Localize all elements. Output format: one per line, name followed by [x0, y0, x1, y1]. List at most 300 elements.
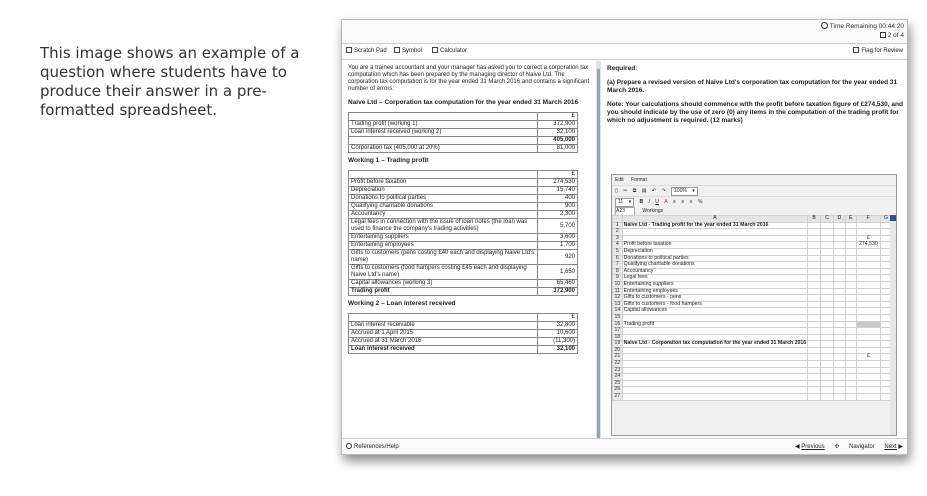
cell-f[interactable]: [856, 367, 880, 374]
cell-a[interactable]: [622, 361, 807, 368]
cell[interactable]: [845, 308, 856, 315]
table-row: [349, 322, 578, 330]
cell-f[interactable]: [856, 361, 880, 368]
cell[interactable]: [808, 394, 821, 401]
cell[interactable]: [834, 295, 845, 302]
align-left-icon[interactable]: ≡: [673, 199, 676, 205]
row-number: 23: [614, 366, 621, 373]
row-amount: £: [538, 171, 578, 179]
format-toolbar: [612, 196, 896, 207]
cell[interactable]: [834, 268, 845, 275]
cell-a[interactable]: Naive Ltd - Corporation tax computation for the year ended 31 March 2016: [623, 340, 807, 347]
cell[interactable]: [845, 380, 856, 387]
copy-icon[interactable]: ⧉: [632, 188, 637, 194]
page-counter: 2 of 4: [880, 32, 904, 39]
name-box[interactable]: A23: [615, 207, 635, 216]
font-color-icon[interactable]: A: [664, 199, 668, 205]
cell[interactable]: [834, 354, 845, 361]
row-amount: £: [538, 113, 578, 121]
row-amount: 372,900: [538, 121, 578, 129]
cell[interactable]: [834, 394, 845, 401]
cell[interactable]: [821, 387, 834, 394]
cell[interactable]: [845, 354, 856, 361]
cell[interactable]: [834, 275, 845, 282]
scrollbar-thumb[interactable]: [597, 69, 600, 439]
column-header[interactable]: D: [834, 216, 845, 223]
cell[interactable]: [821, 380, 834, 387]
cell[interactable]: [821, 229, 834, 236]
cell[interactable]: [821, 347, 834, 354]
spreadsheet-menu: [612, 175, 896, 185]
time-remaining: Time Remaining 00:44:20: [821, 22, 904, 30]
cell-f[interactable]: [856, 281, 880, 288]
spreadsheet-row: [613, 361, 892, 368]
column-header[interactable]: A: [622, 216, 807, 223]
row-number: 25: [614, 379, 621, 386]
scroll-up-icon[interactable]: [890, 215, 896, 221]
column-header[interactable]: F: [856, 216, 880, 223]
cell-a[interactable]: Capital allowances: [622, 308, 807, 315]
cell[interactable]: [834, 347, 845, 354]
clock-icon: [821, 22, 828, 29]
cell[interactable]: [808, 354, 821, 361]
cell[interactable]: [808, 367, 821, 374]
spreadsheet-row: [613, 354, 892, 361]
spreadsheet-row: [613, 308, 892, 315]
row-amount: 1,700: [538, 242, 578, 250]
cell-f[interactable]: [856, 374, 880, 381]
note-text: Note: Your calculations should commence with the profit before taxation figure of £274,530, and you should indicate by the use of zero (0) any items in the computation of the trading profit for which no adjustment is required. (12 marks): [607, 101, 903, 124]
intro-text: You are a trainee accountant and your manager has asked you to correct a corporation tax computation which has been prepared by the managing director of Naive Ltd. The corporation tax computation is for the year ended 31 March 2016 and contains a significant number of errors:: [348, 65, 590, 92]
cell[interactable]: [821, 341, 834, 348]
cell[interactable]: [821, 281, 834, 288]
row-number: 19: [614, 340, 621, 347]
cell[interactable]: [834, 308, 845, 315]
required-heading: Required:: [607, 65, 638, 72]
table-row: [349, 338, 578, 346]
row-label: Entertaining employees: [349, 242, 538, 250]
cell[interactable]: [808, 308, 821, 315]
cell[interactable]: [834, 229, 845, 236]
cell[interactable]: [808, 288, 821, 295]
undo-icon[interactable]: ↶: [651, 188, 657, 194]
scratch-pad-button[interactable]: Scratch Pad: [346, 47, 387, 54]
table-row: [349, 203, 578, 211]
cell-a[interactable]: Trading profit: [622, 321, 807, 328]
cell[interactable]: [845, 361, 856, 368]
cell[interactable]: [834, 334, 845, 341]
cell-a[interactable]: Qualifying charitable donations: [622, 262, 807, 269]
paste-icon[interactable]: ▤: [641, 188, 647, 194]
cell[interactable]: [834, 255, 845, 262]
row-amount: £: [538, 314, 578, 322]
cell[interactable]: [821, 314, 834, 321]
spreadsheet-row: [613, 321, 892, 328]
row-number: 3: [613, 235, 623, 242]
cell[interactable]: [808, 235, 821, 242]
row-amount: 2,300: [538, 211, 578, 219]
working-2-title: Working 2 – Loan interest received: [348, 300, 456, 307]
menu-edit[interactable]: Edit: [615, 177, 624, 183]
column-header[interactable]: B: [808, 216, 821, 223]
previous-button[interactable]: ◀ Previous: [795, 444, 825, 450]
cell[interactable]: [808, 268, 821, 275]
cell-a[interactable]: Depreciation: [622, 248, 807, 255]
cell[interactable]: [834, 301, 845, 308]
cell[interactable]: [845, 301, 856, 308]
table-row: [349, 121, 578, 129]
row-amount: 274,530: [538, 179, 578, 187]
cell[interactable]: [821, 301, 834, 308]
table-row: [349, 234, 578, 242]
row-number: 16: [614, 320, 621, 327]
column-header[interactable]: E: [845, 216, 856, 223]
row-label: Gifts to customers (food hampers costing £45 each and displaying Naive Ltd's name): [349, 265, 538, 280]
cell[interactable]: [845, 328, 856, 335]
column-header[interactable]: G: [880, 216, 891, 223]
cut-icon[interactable]: ✂: [623, 188, 628, 194]
cell[interactable]: [834, 235, 845, 242]
pages-icon: [880, 32, 886, 38]
cell[interactable]: [821, 255, 834, 262]
cell[interactable]: [845, 374, 856, 381]
cell[interactable]: [808, 275, 821, 282]
cell[interactable]: [821, 374, 834, 381]
cell[interactable]: [808, 248, 821, 255]
spreadsheet-grid[interactable]: [612, 215, 892, 401]
cell[interactable]: [821, 268, 834, 275]
row-amount: 3,600: [538, 234, 578, 242]
cell[interactable]: [845, 229, 856, 236]
cell[interactable]: [845, 341, 856, 348]
table-row: [349, 171, 578, 179]
cell[interactable]: [845, 222, 856, 229]
cell[interactable]: [834, 328, 845, 335]
cell[interactable]: [834, 380, 845, 387]
cell[interactable]: [845, 334, 856, 341]
cell[interactable]: [834, 367, 845, 374]
cell-a[interactable]: [622, 328, 807, 335]
row-label: Capital allowances (working 3): [349, 280, 538, 288]
cell[interactable]: [845, 255, 856, 262]
row-label: Loan interest received (working 2): [349, 129, 538, 137]
cell[interactable]: [834, 341, 845, 348]
row-number: 1: [613, 222, 623, 229]
new-icon[interactable]: ▯: [615, 188, 618, 194]
cell[interactable]: [821, 394, 834, 401]
row-amount: 900: [538, 203, 578, 211]
row-label: Accrued at 31 March 2016: [349, 338, 538, 346]
cell-f[interactable]: [856, 341, 880, 348]
toolbar: [342, 44, 907, 60]
cell-f[interactable]: [856, 301, 880, 308]
formula-bar: [612, 207, 896, 215]
navigator-button[interactable]: ✣ Navigator: [834, 444, 875, 450]
menu-format[interactable]: Format: [631, 177, 647, 183]
cell[interactable]: [821, 334, 834, 341]
align-center-icon[interactable]: ≡: [681, 199, 685, 205]
cell[interactable]: [834, 361, 845, 368]
table-row: [349, 265, 578, 280]
cell[interactable]: [808, 255, 821, 262]
cell[interactable]: [808, 222, 821, 229]
cell-f[interactable]: [856, 248, 880, 255]
cell[interactable]: [845, 281, 856, 288]
cell-a[interactable]: Entertaining employees: [622, 288, 807, 295]
cell[interactable]: [821, 328, 834, 335]
cell[interactable]: [845, 347, 856, 354]
align-right-icon[interactable]: ≡: [689, 199, 693, 205]
cell[interactable]: [845, 268, 856, 275]
cell-f[interactable]: [856, 288, 880, 295]
row-label: Legal fees in connection with the issue of loan notes (the loan was used to finance the company's trading activities): [349, 219, 538, 234]
spreadsheet: [611, 174, 897, 436]
question-panel[interactable]: [342, 61, 596, 439]
row-amount: 10,600: [538, 330, 578, 338]
flag-icon: [853, 47, 859, 53]
cell-f[interactable]: [856, 380, 880, 387]
row-number: 17: [614, 327, 621, 334]
row-amount: 32,100: [538, 129, 578, 137]
cell[interactable]: [834, 222, 845, 229]
underline-button[interactable]: U: [655, 199, 659, 205]
spreadsheet-row: [613, 387, 892, 394]
cell[interactable]: [834, 288, 845, 295]
spreadsheet-scrollbar[interactable]: [890, 215, 896, 436]
cell[interactable]: [808, 295, 821, 302]
cell-f[interactable]: [856, 308, 880, 315]
cell[interactable]: [821, 222, 834, 229]
caption-text: This image shows an example of a question where students have to produce their answer in a pre-formatted spreadsheet.: [40, 44, 300, 119]
cell[interactable]: [808, 242, 821, 249]
navigation: [787, 443, 903, 450]
cell[interactable]: [821, 367, 834, 374]
row-number: 4: [613, 242, 623, 249]
cell-a[interactable]: [622, 229, 807, 236]
table-row: [349, 250, 578, 265]
cell[interactable]: [808, 387, 821, 394]
row-amount: 400: [538, 195, 578, 203]
flag-for-review-button[interactable]: Flag for Review: [853, 47, 903, 54]
table-row: [349, 219, 578, 234]
cell[interactable]: [808, 334, 821, 341]
cell[interactable]: [834, 314, 845, 321]
cell[interactable]: [845, 387, 856, 394]
cell-f[interactable]: [856, 268, 880, 275]
row-label: Corporation tax (405,000 at 20%): [349, 145, 538, 153]
cell[interactable]: [808, 361, 821, 368]
bold-button[interactable]: B: [639, 199, 644, 205]
row-amount: (11,300): [538, 338, 578, 346]
cell[interactable]: [834, 387, 845, 394]
cell-f[interactable]: [856, 321, 880, 328]
cell-a[interactable]: Entertaining suppliers: [622, 281, 807, 288]
row-amount: 1,650: [538, 265, 578, 280]
table-row: [349, 280, 578, 288]
cell-a[interactable]: Gifts to customers - pens: [622, 295, 807, 302]
cell[interactable]: [845, 367, 856, 374]
cell[interactable]: [821, 275, 834, 282]
cell-f[interactable]: [856, 255, 880, 262]
cell-f[interactable]: [856, 275, 880, 282]
table-row: [349, 288, 578, 296]
cell[interactable]: [845, 295, 856, 302]
spreadsheet-row: [613, 242, 892, 249]
cell[interactable]: [845, 262, 856, 269]
cell[interactable]: [821, 321, 834, 328]
table-row: [349, 179, 578, 187]
cell-f[interactable]: [856, 394, 880, 401]
cell-a[interactable]: Profit before taxation: [622, 242, 807, 249]
cell[interactable]: [808, 229, 821, 236]
scratch-pad-icon: [346, 47, 352, 53]
cell[interactable]: [821, 354, 834, 361]
cell-a[interactable]: Gifts to customers - food hampers: [622, 301, 807, 308]
cell[interactable]: [808, 301, 821, 308]
cell[interactable]: [821, 248, 834, 255]
cell[interactable]: [834, 281, 845, 288]
cell[interactable]: [834, 374, 845, 381]
cell[interactable]: [808, 314, 821, 321]
row-number: 15: [614, 313, 621, 320]
cell-f[interactable]: [856, 262, 880, 269]
cell[interactable]: [821, 242, 834, 249]
row-amount: 81,000: [538, 145, 578, 153]
computation-table: [348, 112, 578, 153]
table-row: [349, 137, 578, 145]
table-row: [349, 346, 578, 354]
spreadsheet-cells[interactable]: [612, 215, 892, 401]
cell-a[interactable]: Donations to political parties: [622, 255, 807, 262]
cell[interactable]: [845, 288, 856, 295]
cell-a[interactable]: [622, 314, 807, 321]
symbol-icon: [394, 47, 400, 53]
cell-a[interactable]: [622, 354, 807, 361]
cell[interactable]: [821, 295, 834, 302]
help-icon: [346, 443, 352, 449]
redo-icon[interactable]: ↷: [661, 188, 666, 194]
cell[interactable]: [845, 275, 856, 282]
cell[interactable]: [821, 308, 834, 315]
cell[interactable]: [845, 235, 856, 242]
row-label: Entertaining suppliers: [349, 234, 538, 242]
cell[interactable]: [808, 281, 821, 288]
cell[interactable]: [845, 321, 856, 328]
row-amount: 920: [538, 250, 578, 265]
cell[interactable]: [808, 374, 821, 381]
spreadsheet-row: [613, 341, 892, 348]
cell[interactable]: [821, 262, 834, 269]
cell-a[interactable]: [622, 387, 807, 394]
calculator-button[interactable]: Calculator: [432, 47, 467, 54]
spreadsheet-row: [613, 374, 892, 381]
row-label: [349, 137, 538, 145]
cell-f[interactable]: [856, 387, 880, 394]
column-header[interactable]: C: [821, 216, 834, 223]
spreadsheet-row: [613, 229, 892, 236]
row-label: [349, 171, 538, 179]
cell-f[interactable]: £: [856, 354, 880, 361]
cell[interactable]: [845, 394, 856, 401]
row-number: 14: [614, 307, 621, 314]
formula-input[interactable]: Workings: [642, 208, 664, 214]
cell[interactable]: [808, 328, 821, 335]
references-help-button[interactable]: References/Help: [346, 443, 399, 450]
cell[interactable]: [834, 242, 845, 249]
row-number: 10: [614, 280, 621, 287]
cell-a[interactable]: Legal fees: [622, 275, 807, 282]
row-number: 7: [613, 262, 623, 269]
cell-f[interactable]: [856, 314, 880, 321]
row-label: [349, 314, 538, 322]
cell[interactable]: [845, 242, 856, 249]
cell[interactable]: [834, 248, 845, 255]
table-row: [349, 129, 578, 137]
cell[interactable]: [834, 321, 845, 328]
cell[interactable]: [821, 361, 834, 368]
cell[interactable]: [808, 347, 821, 354]
font-size-select[interactable]: 11 ▾: [615, 198, 634, 207]
row-label: [349, 113, 538, 121]
cell-f[interactable]: £: [856, 235, 880, 242]
cell-a[interactable]: Accountancy: [622, 268, 807, 275]
percent-icon[interactable]: %: [697, 199, 703, 205]
cell-a[interactable]: [622, 394, 807, 401]
cell-f[interactable]: [856, 222, 880, 229]
cell[interactable]: [821, 288, 834, 295]
cell[interactable]: [821, 235, 834, 242]
calculator-icon: [432, 47, 438, 53]
row-number: 5: [613, 248, 623, 255]
cell[interactable]: [845, 314, 856, 321]
spreadsheet-row: [613, 347, 892, 354]
symbol-button[interactable]: Symbol: [394, 47, 422, 54]
row-label: Loan interest receivable: [349, 322, 538, 330]
row-number: 13: [614, 300, 621, 307]
table-row: [349, 330, 578, 338]
cell-f[interactable]: [856, 328, 880, 335]
cell[interactable]: [808, 321, 821, 328]
italic-button[interactable]: I: [648, 199, 650, 205]
zoom-select[interactable]: 100% ▾: [671, 187, 698, 196]
row-amount: 65,460: [538, 280, 578, 288]
cell-f[interactable]: [856, 295, 880, 302]
row-amount: 15,740: [538, 187, 578, 195]
row-label: Trading profit (working 1): [349, 121, 538, 129]
next-button[interactable]: Next ▶: [884, 444, 903, 450]
spreadsheet-toolbar: [612, 185, 896, 196]
cell[interactable]: [834, 262, 845, 269]
cell[interactable]: [808, 380, 821, 387]
cell-a[interactable]: [622, 380, 807, 387]
row-label: Accrued at 1 April 2015: [349, 330, 538, 338]
cell-a[interactable]: [622, 374, 807, 381]
cell-f[interactable]: [856, 334, 880, 341]
cell-f[interactable]: 274,530: [856, 242, 880, 249]
cell-a[interactable]: Naive Ltd - Trading profit for the year ended 31 March 2016: [622, 222, 807, 229]
cell-a[interactable]: [622, 367, 807, 374]
table-row: [349, 187, 578, 195]
cell[interactable]: [845, 248, 856, 255]
working-1-table: [348, 170, 578, 296]
cell-a[interactable]: [622, 347, 807, 354]
cell[interactable]: [808, 341, 821, 348]
table-row: [349, 195, 578, 203]
cell[interactable]: [808, 262, 821, 269]
row-number: 18: [614, 333, 621, 340]
row-number: 6: [613, 255, 623, 262]
spreadsheet-row: [613, 314, 892, 321]
